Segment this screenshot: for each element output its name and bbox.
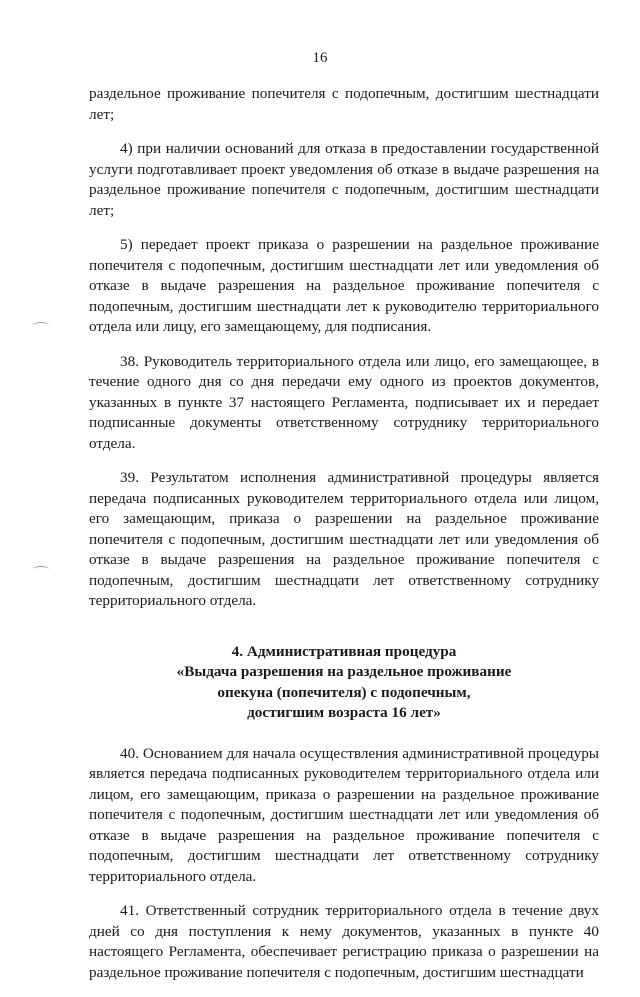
paragraph: 4) при наличии оснований для отказа в предоставлении государственной услуги подготавливает проект уведомления об отказе в выдаче разрешения на раздельное проживание попечителя с подопечным, достигшим шестнадцати лет; [89,140,599,219]
paragraph: 39. Результатом исполнения административной процедуры является передача подписанных руководителем территориального отдела или лицом, его замещающим, приказа о разрешении на раздельное проживание попечителя с подопечным, достигшим шестнадцати лет или уведомления об отказе в выдаче разрешения на раздельное проживание попечителя с подопечным, достигшим шестнадцати лет ответственному сотруднику территориального отдела. [89,469,599,609]
paragraph: 38. Руководитель территориального отдела или лицо, его замещающее, в течение одного дня со дня передачи ему одного из проектов документов, указанных в пункте 37 настоящего Регламента, подписывает их и передает подписанные документы ответственному сотруднику территориального отдела. [89,352,599,452]
section-heading [89,642,599,724]
heading-line: опекуна (попечителя) с подопечным, [217,683,471,701]
paragraph: 40. Основанием для начала осуществления административной процедуры является передача подписанных руководителем территориального отдела или лицом, его замещающим, приказа о разрешении на раздельное проживание попечителя с подопечным, достигшим шестнадцати лет или уведомления об отказе в выдаче разрешения на раздельное проживание попечителя с подопечным, достигшим шестнадцати лет ответственному сотруднику территориального отдела. [89,744,599,885]
scan-mark [33,322,49,329]
page-number: 16 [312,50,328,66]
scan-mark [33,566,49,573]
paragraph: 41. Ответственный сотрудник территориального отдела в течение двух дней со дня поступления к нему документов, указанных в пункте 40 настоящего Регламента, обеспечивает регистрацию приказа о разрешении на раздельное проживание попечителя с подопечным, достигшим шестнадцати [89,902,599,981]
heading-line: 4. Административная процедура [231,642,457,660]
heading-line: «Выдача разрешения на раздельное проживание [176,663,512,680]
heading-line: достигшим возраста 16 лет» [247,704,441,721]
document-body [89,84,599,997]
paragraph: раздельное проживание попечителя с подопечным, достигшим шестнадцати лет; [89,85,599,123]
paragraph: 5) передает проект приказа о разрешении на раздельное проживание попечителя с подопечным, достигшим шестнадцати лет или уведомления об отказе в выдаче разрешения на раздельное проживание попечителя с подопечным, достигшим шестнадцати лет к руководителю территориального отдела или лицу, его замещающему, для подписания. [89,236,599,335]
